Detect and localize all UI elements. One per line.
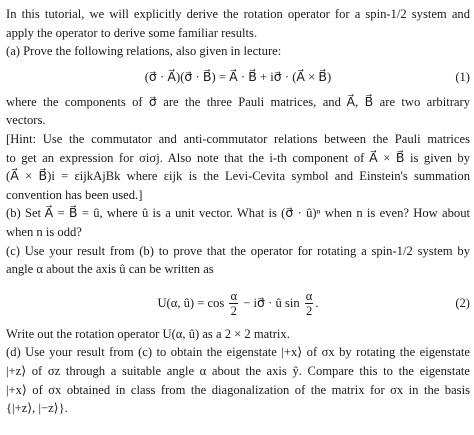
equation-1-expression: (σ⃗ · A⃗)(σ⃗ · B⃗) = A⃗ · B⃗ + iσ⃗ · (A⃗ × B⃗) (144, 69, 332, 84)
fraction-2-denominator: 2 (305, 304, 313, 319)
equation-2-lhs: U(α, û) = cos (157, 295, 225, 310)
equation-2-number: (2) (455, 295, 470, 310)
after-eq2-line: Write out the rotation operator U(α, û) as a 2 × 2 matrix. (6, 326, 290, 341)
part-b-line-1: (b) Set A⃗ = B⃗ = û, where û is a unit vector. What is (σ⃗ · û)ⁿ when n is even? How about (6, 206, 470, 221)
part-d-line-2: |+z⟩ of σz through a suitable angle α about the axis ŷ. Compare this to the eigenstate (6, 363, 470, 378)
equation-2-expression (6, 281, 470, 325)
problem-document (6, 5, 470, 418)
fraction-1-denominator: 2 (230, 304, 237, 319)
hint-line-3: (A⃗ × B⃗)i = εijkAjBk where εijk is the Levi-Cevita symbol and Einstein's summation (6, 169, 470, 184)
fraction-2-numerator: α (305, 289, 313, 304)
part-d-line-1: (d) Use your result from (c) to obtain the eigenstate |+x⟩ of σx by rotating the eigenstate (6, 345, 470, 360)
fraction-1-numerator: α (230, 289, 238, 304)
part-d-line-4: {|+z⟩, |−z⟩}. (6, 401, 68, 416)
equation-2-middle: − iσ⃗ · û sin (243, 295, 300, 310)
equation-2 (6, 281, 470, 325)
hint-line-2: to get an expression for σiσj. Also note that the i-th component of A⃗ × B⃗ is given by (6, 150, 470, 165)
part-c-line-1: (c) Use your result from (b) to prove that the operator for rotating a spin-1/2 system by (6, 243, 470, 258)
equation-2-fraction-1 (229, 289, 238, 318)
equation-2-fraction-2 (305, 289, 314, 318)
part-b-line-2: when n is odd? (6, 224, 82, 239)
after-eq1-line-2: vectors. (6, 113, 46, 128)
part-a-heading: (a) Prove the following relations, also given in lecture: (6, 44, 282, 59)
after-eq1-line-1: where the components of σ⃗ are the three Pauli matrices, and A⃗, B⃗ are two arbitrary (6, 94, 470, 109)
equation-2-tail: . (315, 295, 319, 310)
equation-1-number: (1) (455, 69, 470, 84)
intro-line-1: In this tutorial, we will explicitly derive the rotation operator for a spin-1/2 system and (6, 7, 470, 21)
part-d-line-3: |+x⟩ of σx obtained in class from the diagonalization of the matrix for σx in the basis (6, 382, 470, 397)
intro-line-2: apply the operator to derive some familiar results. (6, 25, 258, 40)
part-c-line-2: angle α about the axis û can be written as (6, 262, 214, 277)
hint-line-4: convention has been used.] (6, 187, 143, 202)
hint-line-1: [Hint: Use the commutator and anti-commutator relations between the Pauli matrices (6, 131, 470, 146)
equation-1 (6, 61, 470, 93)
